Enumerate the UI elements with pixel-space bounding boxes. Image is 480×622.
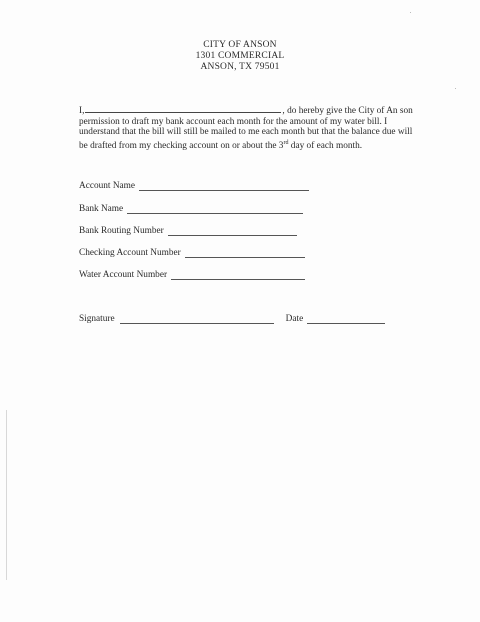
field-label: Bank Name <box>79 204 124 214</box>
field-label: Water Account Number <box>79 270 168 280</box>
pronoun-prefix: I, <box>79 106 85 116</box>
paragraph-line-2: permission to draft my bank account each month for the amount of my water bill. I <box>79 116 388 127</box>
checking-account-number-field <box>79 248 305 258</box>
letterhead <box>0 40 480 73</box>
account-name-field <box>79 181 309 191</box>
bank-routing-number-field <box>79 226 297 236</box>
name-blank-line[interactable] <box>85 104 281 113</box>
checking-account-number-line[interactable] <box>185 249 305 258</box>
city-state-zip: ANSON, TX 79501 <box>200 62 280 72</box>
authorization-paragraph <box>79 104 429 151</box>
field-label: Checking Account Number <box>79 248 181 258</box>
water-account-number-field <box>79 270 305 280</box>
paragraph-line-3: understand that the bill will still be mailed to me each month but that the balance due will <box>79 127 413 138</box>
street-address: 1301 COMMERCIAL <box>195 51 285 61</box>
paragraph-line-4 <box>79 138 429 152</box>
field-label: Account Name <box>79 181 136 191</box>
water-account-number-line[interactable] <box>171 271 305 280</box>
account-name-line[interactable] <box>139 182 309 191</box>
line1-text: , do hereby give the City of An son <box>282 106 413 116</box>
field-label: Bank Routing Number <box>79 226 164 236</box>
paragraph-line-1 <box>79 104 429 117</box>
date-label: Date <box>285 314 304 324</box>
bank-routing-number-line[interactable] <box>168 227 297 236</box>
line4-text-a: be drafted from my checking account on or about the 3 <box>79 140 284 151</box>
scan-speck <box>455 88 456 89</box>
signature-row <box>79 314 385 324</box>
date-line[interactable] <box>307 315 385 324</box>
bank-name-line[interactable] <box>127 205 303 214</box>
ordinal-suffix: rd <box>283 139 289 146</box>
signature-line[interactable] <box>120 315 274 324</box>
city-name: CITY OF ANSON <box>203 40 277 50</box>
signature-label: Signature <box>79 314 115 324</box>
bank-name-field <box>79 204 303 214</box>
line4-text-b: day of each month. <box>288 140 363 151</box>
scan-speck <box>410 12 411 13</box>
scan-edge-artifact <box>6 410 7 580</box>
